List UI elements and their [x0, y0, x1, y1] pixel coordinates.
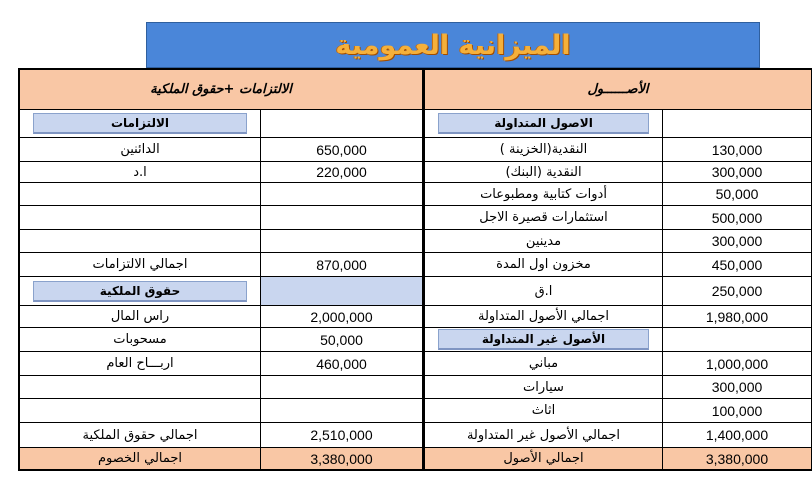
empty-cell — [261, 376, 423, 399]
liabilities-section-value-cell — [261, 110, 423, 138]
current-assets-section-value-cell — [663, 110, 812, 138]
equity-value: 50,000 — [261, 328, 423, 352]
liability-label: ا.د — [18, 162, 261, 183]
current-asset-value: 300,000 — [663, 230, 812, 253]
equity-label: اربـــاح العام — [18, 352, 261, 376]
empty-cell — [18, 183, 261, 206]
current-asset-value: 250,000 — [663, 277, 812, 306]
equity-label: مسحوبات — [18, 328, 261, 352]
equity-total-label: اجمالي حقوق الملكية — [18, 423, 261, 448]
noncurrent-asset-value: 100,000 — [663, 399, 812, 423]
current-asset-value: 130,000 — [663, 138, 812, 162]
current-asset-label: مدينين — [423, 230, 663, 253]
current-asset-label: أدوات كتابية ومطبوعات — [423, 183, 663, 206]
liability-label: الدائنين — [18, 138, 261, 162]
current-asset-label: النقدية (البنك) — [423, 162, 663, 183]
empty-cell — [18, 399, 261, 423]
assets-grand-total-label: اجمالي الأصول — [423, 448, 663, 471]
noncurrent-asset-label: مباني — [423, 352, 663, 376]
noncurrent-assets-section-label: الأصول غير المتداولة — [438, 329, 649, 350]
assets-header: الأصــــــول — [423, 68, 812, 110]
equity-section-header — [18, 277, 261, 306]
liabilities-total-value: 870,000 — [261, 253, 423, 277]
page-title: الميزانية العمومية — [335, 29, 571, 61]
balance-sheet — [18, 68, 812, 471]
liabilities-grand-total-value: 3,380,000 — [261, 448, 423, 471]
noncurrent-asset-value: 300,000 — [663, 376, 812, 399]
current-assets-total-value: 1,980,000 — [663, 306, 812, 328]
current-asset-value: 450,000 — [663, 253, 812, 277]
liabilities-section-label: الالتزامات — [33, 113, 246, 134]
equity-section-value-cell — [261, 277, 423, 306]
empty-cell — [261, 399, 423, 423]
liabilities-total-label: اجمالي الالتزامات — [18, 253, 261, 277]
equity-label: راس المال — [18, 306, 261, 328]
empty-cell — [261, 230, 423, 253]
liability-value: 650,000 — [261, 138, 423, 162]
equity-value: 460,000 — [261, 352, 423, 376]
liabilities-equity-header: الالتزامات +حقوق الملكية — [18, 68, 423, 110]
current-asset-label: ا.ق — [423, 277, 663, 306]
empty-cell — [261, 206, 423, 230]
equity-total-value: 2,510,000 — [261, 423, 423, 448]
empty-cell — [18, 206, 261, 230]
empty-cell — [261, 183, 423, 206]
current-asset-label: النقدية(الخزينة ) — [423, 138, 663, 162]
noncurrent-assets-section-value-cell — [663, 328, 812, 352]
noncurrent-asset-value: 1,000,000 — [663, 352, 812, 376]
noncurrent-assets-section-header — [423, 328, 663, 352]
equity-value: 2,000,000 — [261, 306, 423, 328]
noncurrent-assets-total-value: 1,400,000 — [663, 423, 812, 448]
current-assets-section-label: الاصول المتداولة — [438, 113, 649, 134]
current-asset-label: استثمارات قصيرة الاجل — [423, 206, 663, 230]
current-asset-value: 50,000 — [663, 183, 812, 206]
current-assets-section-header — [423, 110, 663, 138]
noncurrent-asset-label: اثاث — [423, 399, 663, 423]
current-asset-value: 300,000 — [663, 162, 812, 183]
assets-grand-total-value: 3,380,000 — [663, 448, 812, 471]
title-banner — [146, 22, 760, 68]
current-assets-total-label: اجمالي الأصول المتداولة — [423, 306, 663, 328]
empty-cell — [18, 230, 261, 253]
noncurrent-asset-label: سيارات — [423, 376, 663, 399]
equity-section-label: حقوق الملكية — [33, 281, 246, 302]
noncurrent-assets-total-label: اجمالي الأصول غير المتداولة — [423, 423, 663, 448]
liabilities-grand-total-label: اجمالي الخصوم — [18, 448, 261, 471]
liabilities-section-header — [18, 110, 261, 138]
current-asset-label: مخزون اول المدة — [423, 253, 663, 277]
current-asset-value: 500,000 — [663, 206, 812, 230]
liability-value: 220,000 — [261, 162, 423, 183]
empty-cell — [18, 376, 261, 399]
